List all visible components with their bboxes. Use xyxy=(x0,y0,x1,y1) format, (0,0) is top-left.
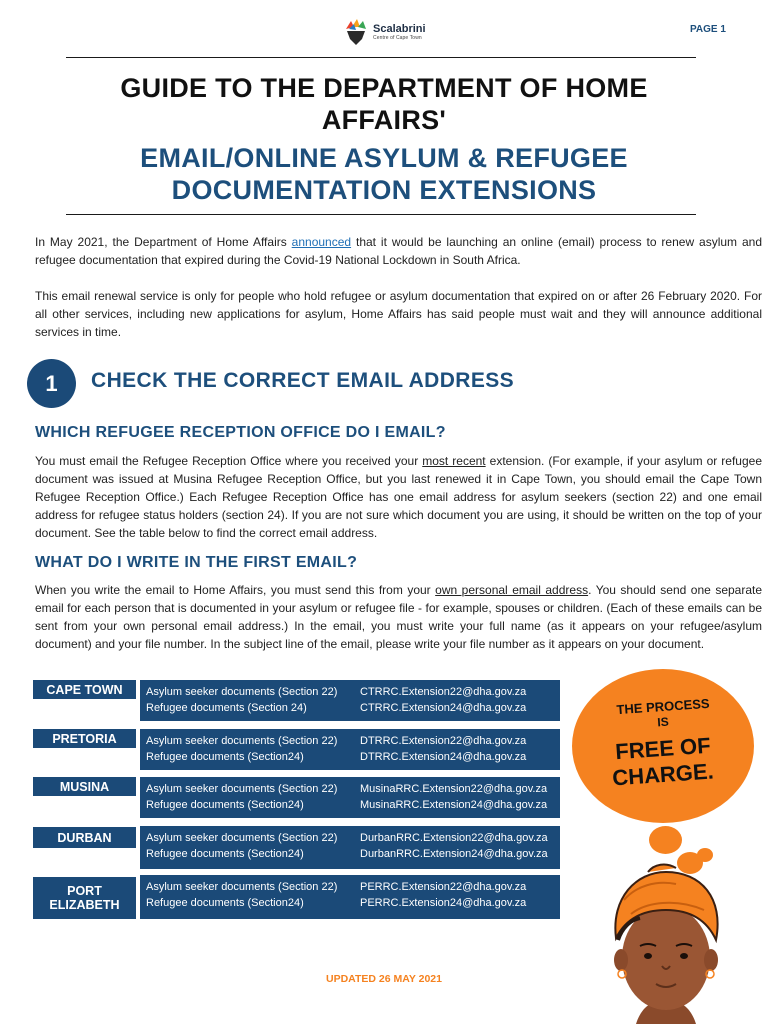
asylum-email[interactable]: CTRRC.Extension22@dha.gov.za xyxy=(360,686,527,698)
refugee-email[interactable]: MusinaRRC.Extension24@dha.gov.za xyxy=(360,799,548,811)
refugee-email[interactable]: PERRC.Extension24@dha.gov.za xyxy=(360,897,527,909)
top-divider xyxy=(66,57,696,58)
first-email-heading: WHAT DO I WRITE IN THE FIRST EMAIL? xyxy=(35,554,358,571)
office-row-pretoria xyxy=(140,729,560,770)
city-label-cape-town: CAPE TOWN xyxy=(33,680,136,699)
asylum-label: Asylum seeker documents (Section 22) xyxy=(146,832,338,844)
guide-title-line1: GUIDE TO THE DEPARTMENT OF HOME xyxy=(120,73,648,103)
logo-mark-icon xyxy=(343,17,369,47)
asylum-email[interactable]: PERRC.Extension22@dha.gov.za xyxy=(360,881,527,893)
office-row-port-elizabeth xyxy=(140,875,560,919)
city-label-musina: MUSINA xyxy=(33,777,136,796)
asylum-label: Asylum seeker documents (Section 22) xyxy=(146,783,338,795)
bubble-line-3: FREE OF xyxy=(614,732,712,765)
guide-subtitle-line1: EMAIL/ONLINE ASYLUM & REFUGEE xyxy=(140,143,628,173)
asylum-email[interactable]: MusinaRRC.Extension22@dha.gov.za xyxy=(360,783,548,795)
scalabrini-logo xyxy=(343,14,433,50)
office-row-cape-town xyxy=(140,680,560,721)
city-label-port-elizabeth: PORT ELIZABETH xyxy=(33,877,136,919)
office-paragraph: You must email the Refugee Reception Office where you received your most recent extension. (For example, if your asylum or refugee document was issued at Musina Refugee Reception Office, but you last renewed it in Cape Town, you should email the Cape Town Refugee Reception Office.) Each Refugee Reception Office has one email address for asylum seekers (section 22) and one email address for refugee status holders (section 24). If you are not sure which document you are using, it should be written on the top of your document. See the table below to find the correct email address. xyxy=(35,454,762,540)
refugee-label: Refugee documents (Section24) xyxy=(146,848,304,860)
asylum-email[interactable]: DurbanRRC.Extension22@dha.gov.za xyxy=(360,832,548,844)
refugee-label: Refugee documents (Section24) xyxy=(146,897,304,909)
asylum-label: Asylum seeker documents (Section 22) xyxy=(146,735,338,747)
bubble-line-4: CHARGE. xyxy=(611,758,715,791)
first-email-paragraph: When you write the email to Home Affairs, you must send this from your own personal email address. You should send one separate email for each person that is documented in your asylum or refugee file - for example, spouses or children. (Each of these emails can be sent from your own personal email address.) In the email, you must write your full name (as it appears on your refugee/asylum document) and your file number. In the subject line of the email, please write your file number as it appears on your document. xyxy=(35,583,763,651)
bubble-line-1: THE PROCESS xyxy=(615,695,711,718)
title-divider xyxy=(66,214,696,215)
bubble-tail-large xyxy=(649,826,682,854)
guide-subtitle xyxy=(30,142,738,206)
guide-title xyxy=(30,72,738,136)
intro-paragraph-2: This email renewal service is only for people who hold refugee or asylum documentation that expired on or after 26 February 2020. For all other services, including new applications for asylum, Home Affairs has said people must wait and they will announce additional services in time. xyxy=(35,289,762,339)
step-number-badge: 1 xyxy=(27,359,76,408)
woman-illustration-icon xyxy=(596,858,736,1024)
refugee-label: Refugee documents (Section24) xyxy=(146,751,304,763)
refugee-label: Refugee documents (Section24) xyxy=(146,799,304,811)
asylum-label: Asylum seeker documents (Section 22) xyxy=(146,881,338,893)
refugee-email[interactable]: DurbanRRC.Extension24@dha.gov.za xyxy=(360,848,548,860)
bubble-line-2: IS xyxy=(656,714,670,730)
asylum-label: Asylum seeker documents (Section 22) xyxy=(146,686,338,698)
most-recent-emphasis: most recent xyxy=(422,454,486,468)
asylum-email[interactable]: DTRRC.Extension22@dha.gov.za xyxy=(360,735,527,747)
logo-subtitle: Centre of Cape Town xyxy=(373,34,422,41)
intro-paragraph-1: In May 2021, the Department of Home Affairs announced that it would be launching an online (email) process to renew asylum and refugee documentation that expired during the Covid-19 National Lockdown in South Africa. xyxy=(35,235,763,267)
office-heading: WHICH REFUGEE RECEPTION OFFICE DO I EMAIL? xyxy=(35,424,446,441)
step-title: CHECK THE CORRECT EMAIL ADDRESS xyxy=(91,369,515,392)
guide-title-line2: AFFAIRS' xyxy=(321,105,447,135)
office-row-durban xyxy=(140,826,560,869)
logo-name: Scalabrini xyxy=(373,22,426,35)
refugee-email[interactable]: DTRRC.Extension24@dha.gov.za xyxy=(360,751,527,763)
personal-email-emphasis: own personal email address xyxy=(435,583,589,597)
refugee-email[interactable]: CTRRC.Extension24@dha.gov.za xyxy=(360,702,527,714)
refugee-label: Refugee documents (Section 24) xyxy=(146,702,307,714)
guide-subtitle-line2: DOCUMENTATION EXTENSIONS xyxy=(171,175,597,205)
announced-link[interactable]: announced xyxy=(291,235,352,249)
office-row-musina xyxy=(140,777,560,818)
updated-date: UPDATED 26 MAY 2021 xyxy=(326,973,442,985)
city-label-durban: DURBAN xyxy=(33,827,136,848)
page-number: PAGE 1 xyxy=(690,24,726,35)
city-label-pretoria: PRETORIA xyxy=(33,729,136,748)
